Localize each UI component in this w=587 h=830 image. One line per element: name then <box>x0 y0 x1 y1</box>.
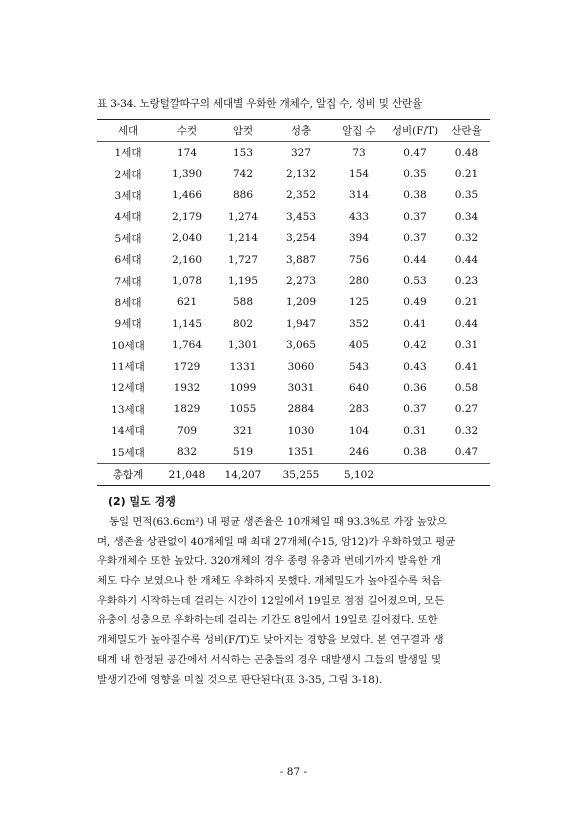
total-cell-egg-mass: 5,102 <box>331 463 387 485</box>
table-row <box>97 163 490 184</box>
cell-egg-mass: 640 <box>348 381 370 394</box>
cell-egg-mass: 543 <box>348 360 370 373</box>
cell-oviposition-rate: 0.32 <box>454 424 479 437</box>
cell-generation: 1세대 <box>114 147 142 160</box>
table-row <box>97 206 490 227</box>
cell-generation: 6세대 <box>114 254 142 267</box>
cell-adult: 3,887 <box>285 253 317 266</box>
cell-oviposition-rate: 0.44 <box>454 253 479 266</box>
data-table <box>97 119 490 486</box>
cell-generation: 7세대 <box>114 275 142 288</box>
paragraph-line: 발생기간에 영향을 미칠 것으로 판단된다(표 3-35, 그림 3-18). <box>97 673 383 686</box>
cell-egg-mass: 405 <box>348 339 370 352</box>
total-cell-adult: 35,255 <box>271 463 331 485</box>
paragraph-line: 우화개체수 또한 높았다. 320개체의 경우 종령 유충과 번데기까지 발육한 개 <box>97 555 441 568</box>
cell-male: 2,160 <box>171 253 203 266</box>
table-row <box>97 292 490 313</box>
cell-female: 1,727 <box>227 253 259 266</box>
header-sex-ratio: 성비(F/T) <box>387 120 443 142</box>
cell-female: 1331 <box>229 360 257 373</box>
cell-sex-ratio: 0.31 <box>403 424 427 437</box>
table-row <box>97 420 490 441</box>
cell-male: 621 <box>176 296 198 309</box>
cell-egg-mass: 125 <box>348 296 370 309</box>
cell-male: 1,145 <box>171 317 203 330</box>
cell-generation: 10세대 <box>111 339 145 352</box>
cell-male: 1,078 <box>171 275 203 288</box>
cell-adult: 3,254 <box>285 232 317 245</box>
cell-sex-ratio: 0.35 <box>403 168 427 181</box>
cell-male: 1729 <box>173 360 201 373</box>
paragraph-line: 우화하기 시작하는데 걸리는 시간이 12일에서 19일로 점점 길어졌으며, 모든 <box>97 594 445 607</box>
table-row <box>97 185 490 206</box>
cell-oviposition-rate: 0.44 <box>454 317 479 330</box>
cell-adult: 3,453 <box>285 210 317 223</box>
cell-female: 519 <box>232 446 254 459</box>
paragraph-line: 체도 다수 보였으나 한 개체도 우화하지 못했다. 개체밀도가 높아질수록 처음 <box>97 575 442 588</box>
cell-egg-mass: 756 <box>348 253 370 266</box>
cell-egg-mass: 314 <box>348 189 370 202</box>
cell-egg-mass: 104 <box>348 424 370 437</box>
cell-female: 321 <box>232 424 254 437</box>
cell-generation: 11세대 <box>111 361 145 374</box>
cell-male: 1,764 <box>171 339 203 352</box>
cell-egg-mass: 394 <box>348 232 370 245</box>
body-paragraph <box>97 513 492 690</box>
cell-male: 2,040 <box>171 232 203 245</box>
table-row <box>97 270 490 291</box>
cell-adult: 1351 <box>287 446 315 459</box>
table-header-row <box>97 120 490 142</box>
cell-female: 886 <box>232 189 254 202</box>
cell-female: 1,274 <box>227 210 259 223</box>
cell-egg-mass: 283 <box>348 403 370 416</box>
cell-male: 1932 <box>173 381 201 394</box>
cell-female: 588 <box>232 296 254 309</box>
cell-sex-ratio: 0.36 <box>403 381 427 394</box>
cell-female: 1099 <box>229 381 257 394</box>
cell-adult: 327 <box>290 146 312 159</box>
cell-oviposition-rate: 0.58 <box>454 381 479 394</box>
table-row <box>97 335 490 356</box>
cell-male: 832 <box>176 446 198 459</box>
cell-egg-mass: 154 <box>348 168 370 181</box>
cell-oviposition-rate: 0.21 <box>454 168 479 181</box>
total-cell-male: 21,048 <box>159 463 215 485</box>
cell-generation: 14세대 <box>111 425 145 438</box>
cell-oviposition-rate: 0.32 <box>454 232 479 245</box>
total-cell-oviposition-rate <box>443 463 490 485</box>
header-oviposition-rate: 산란율 <box>443 120 490 142</box>
cell-female: 742 <box>232 168 254 181</box>
cell-oviposition-rate: 0.41 <box>454 360 479 373</box>
cell-male: 1,466 <box>171 189 203 202</box>
cell-generation: 13세대 <box>111 403 145 416</box>
table-caption: 표 3-34. 노랑털깔따구의 세대별 우화한 개체수, 알집 수, 성비 및 산란율 <box>97 98 423 110</box>
paragraph-line: 유충이 성충으로 우화하는데 걸리는 기간도 8일에서 19일로 길어졌다. 또한 <box>97 614 438 627</box>
cell-sex-ratio: 0.38 <box>403 189 427 202</box>
table-row <box>97 142 490 164</box>
header-female: 암컷 <box>215 120 271 142</box>
cell-egg-mass: 73 <box>352 146 366 159</box>
cell-female: 1055 <box>229 403 257 416</box>
cell-sex-ratio: 0.49 <box>403 296 427 309</box>
cell-generation: 2세대 <box>114 168 142 181</box>
cell-female: 1,301 <box>227 339 259 352</box>
cell-sex-ratio: 0.53 <box>403 275 427 288</box>
cell-adult: 3060 <box>287 360 315 373</box>
cell-generation: 8세대 <box>114 296 142 309</box>
total-cell-female: 14,207 <box>215 463 271 485</box>
cell-sex-ratio: 0.41 <box>403 317 427 330</box>
cell-female: 802 <box>232 317 254 330</box>
cell-male: 1,390 <box>171 168 203 181</box>
cell-sex-ratio: 0.37 <box>403 232 427 245</box>
cell-adult: 2884 <box>287 403 315 416</box>
cell-oviposition-rate: 0.23 <box>454 275 479 288</box>
cell-egg-mass: 280 <box>348 275 370 288</box>
table-total-row <box>97 463 490 485</box>
cell-adult: 3031 <box>287 381 315 394</box>
table-row <box>97 399 490 420</box>
paragraph-line: 며, 생존율 상관없이 40개체일 때 최대 27개체(수15, 암12)가 우화하였고 평균 <box>97 535 456 548</box>
cell-egg-mass: 352 <box>348 317 370 330</box>
cell-sex-ratio: 0.44 <box>403 253 427 266</box>
cell-adult: 1,209 <box>285 296 317 309</box>
cell-adult: 1030 <box>287 424 315 437</box>
cell-egg-mass: 433 <box>348 210 370 223</box>
cell-male: 2,179 <box>171 210 203 223</box>
cell-male: 709 <box>176 424 198 437</box>
cell-oviposition-rate: 0.35 <box>454 189 479 202</box>
cell-generation: 15세대 <box>111 446 145 459</box>
cell-adult: 2,273 <box>285 275 317 288</box>
cell-generation: 4세대 <box>114 211 142 224</box>
table-row <box>97 313 490 334</box>
section-title: (2) 밀도 경쟁 <box>108 495 176 508</box>
page-number: - 87 - <box>279 766 308 778</box>
cell-sex-ratio: 0.37 <box>403 403 427 416</box>
cell-oviposition-rate: 0.47 <box>454 446 479 459</box>
header-male: 수컷 <box>159 120 215 142</box>
table-row <box>97 228 490 249</box>
cell-adult: 2,352 <box>285 189 317 202</box>
cell-female: 1,214 <box>227 232 259 245</box>
cell-male: 1829 <box>173 403 201 416</box>
table-row <box>97 356 490 377</box>
cell-oviposition-rate: 0.31 <box>454 339 479 352</box>
header-generation: 세대 <box>97 120 159 142</box>
paragraph-line: 동일 면적(63.6cm²) 내 평균 생존율은 10개체일 때 93.3%로 가장 높았으 <box>109 516 447 528</box>
header-egg-mass: 알집 수 <box>331 120 387 142</box>
cell-sex-ratio: 0.47 <box>403 146 427 159</box>
cell-adult: 2,132 <box>285 168 317 181</box>
total-cell-generation: 총합계 <box>97 463 159 485</box>
cell-female: 1,195 <box>227 275 259 288</box>
cell-generation: 9세대 <box>114 318 142 331</box>
cell-sex-ratio: 0.42 <box>403 339 427 352</box>
paragraph-line: 개체밀도가 높아질수록 성비(F/T)도 낮아지는 경향을 보였다. 본 연구결과 생 <box>97 634 444 647</box>
total-cell-sex-ratio <box>387 463 443 485</box>
table-body <box>97 142 490 486</box>
cell-oviposition-rate: 0.21 <box>454 296 479 309</box>
cell-adult: 1,947 <box>285 317 317 330</box>
cell-adult: 3,065 <box>285 339 317 352</box>
cell-oviposition-rate: 0.34 <box>454 210 479 223</box>
cell-male: 174 <box>176 146 198 159</box>
header-adult: 성충 <box>271 120 331 142</box>
paragraph-line: 태계 내 한정된 공간에서 서식하는 곤충들의 경우 대발생시 그들의 발생일 및 <box>97 653 442 666</box>
cell-oviposition-rate: 0.27 <box>454 403 479 416</box>
cell-generation: 12세대 <box>111 382 145 395</box>
table-row <box>97 441 490 463</box>
table-row <box>97 249 490 270</box>
cell-sex-ratio: 0.37 <box>403 210 427 223</box>
cell-oviposition-rate: 0.48 <box>454 146 479 159</box>
cell-sex-ratio: 0.38 <box>403 446 427 459</box>
cell-egg-mass: 246 <box>348 446 370 459</box>
cell-female: 153 <box>232 146 254 159</box>
cell-generation: 3세대 <box>114 189 142 202</box>
cell-generation: 5세대 <box>114 232 142 245</box>
table-row <box>97 377 490 398</box>
cell-sex-ratio: 0.43 <box>403 360 427 373</box>
